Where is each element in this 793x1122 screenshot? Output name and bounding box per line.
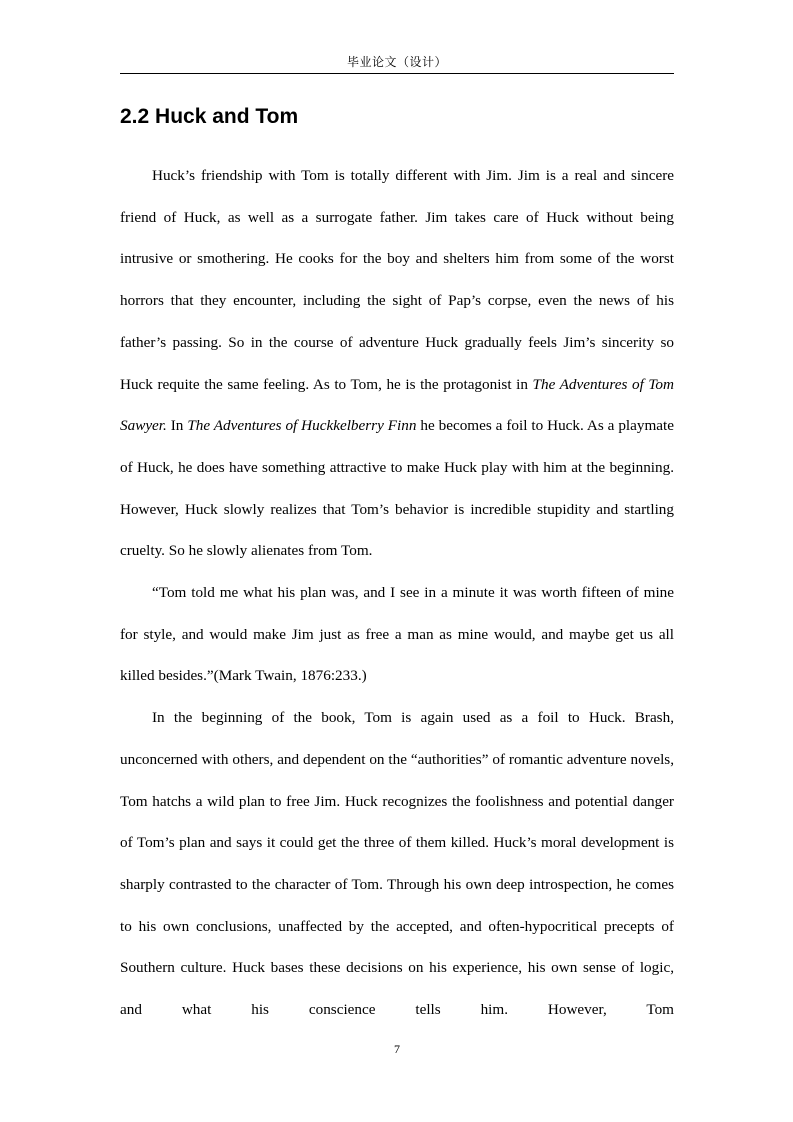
paragraph-1-text-b: In bbox=[166, 417, 188, 435]
paragraph-3: In the beginning of the book, Tom is again used as a foil to Huck. Brash, unconcerned with others, and dependent on the “authorities” of romantic adventure novels, Tom hatchs a wild plan to free Jim. Huck recognizes the foolishness and potential danger of Tom’s plan and says it could get the three of them killed. Huck’s moral development is sharply contrasted to the character of Tom. Through his own deep introspection, he comes to his own conclusions, unaffected by the accepted, and often-hypocritical precepts of Southern culture. Huck bases these decisions on his experience, his own sense of logic, and what his conscience tells him. However, Tom bbox=[120, 709, 674, 1019]
page-number: 7 bbox=[394, 1042, 400, 1056]
book-title-tom-sawyer: The Adventures of Tom Sawyer. bbox=[120, 375, 674, 435]
paragraph-1-text-a: Huck’s friendship with Tom is totally different with Jim. Jim is a real and sincere friend of Huck, as well as a surrogate father. Jim takes care of Huck without being intrusive or smothering. He cooks for the boy and shelters him from some of the worst horrors that they encounter, including the sight of Pap’s corpse, even the news of his father’s passing. So in the course of adventure Huck gradually feels Jim’s sincerity so Huck requite the same feeling. As to Tom, he is the protagonist in bbox=[120, 167, 674, 393]
paragraph-1 bbox=[120, 155, 674, 572]
section-heading: 2.2 Huck and Tom bbox=[120, 105, 299, 128]
book-title-huckleberry-finn: The Adventures of Huckkelberry Finn bbox=[187, 417, 417, 435]
body-text bbox=[120, 155, 674, 1031]
paragraph-2-quote: “Tom told me what his plan was, and I see in a minute it was worth fifteen of mine for style, and would make Jim just as free a man as mine would, and maybe get us all killed besides.”(Mark Twain, 1876:233.) bbox=[120, 584, 674, 685]
paragraph-1-text-c: he becomes a foil to Huck. As a playmate of Huck, he does have something attractive to make Huck play with him at the beginning. However, Huck slowly realizes that Tom’s behavior is incredible stupidity and startling cruelty. So he slowly alienates from Tom. bbox=[120, 417, 675, 560]
running-header: 毕业论文（设计） bbox=[346, 55, 447, 69]
header-rule bbox=[120, 73, 674, 74]
